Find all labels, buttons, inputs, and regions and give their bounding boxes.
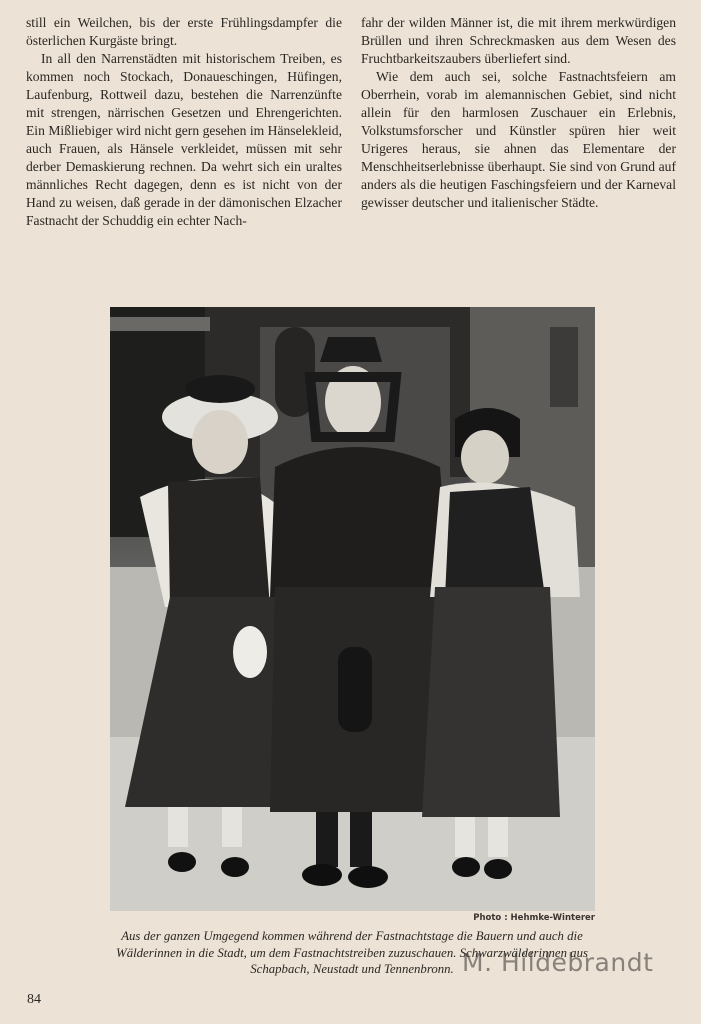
photograph-three-girls-in-traditional-costume (110, 307, 595, 911)
photo-caption: Aus der ganzen Umgegend kommen während der Fastnachtstage die Bauern und auch die Wälderinnen in die Stadt, um dem Fastnachtstreiben zuzuschauen. Schwarzwälderinnen aus Schapbach, Neustadt und Tennenbronn. (116, 929, 588, 976)
photo-illustration (110, 307, 595, 911)
page-number: 84 (27, 992, 41, 1007)
right-paragraph-2: Wie dem auch sei, solche Fastnachtsfeiern am Oberrhein, vorab im alemannischen Gebiet, sind nicht allein für den harmlosen Zuschauer ein Erlebnis, Volkstumsforscher und Künstler spüren hier weit Urigeres heraus, sie ahnen das Elementare der Menschheitserlebnisse überhaupt. Sie sind von Grund auf anders als die heutigen Faschingsfeiern und der Karneval gewisser deutscher und italienischer Städte. (361, 69, 676, 210)
left-text-column (26, 14, 342, 230)
photo-credit: Photo : Hehmke-Winterer (473, 913, 595, 923)
right-paragraph-1: fahr der wilden Männer ist, die mit ihrem merkwürdigen Brüllen und ihren Schreckmasken aus dem Wesen des Fruchtbarkeitszaubers überliefert sind. (361, 15, 676, 66)
left-paragraph-2: In all den Narrenstädten mit historischem Treiben, es kommen noch Stockach, Donaueschingen, Hüfingen, Laufenburg, Rottweil dazu, bestehen die Narrenzünfte mit strengen, närrischen Gesetzen und Ehrengerichten. Ein Mißliebiger wird nicht gern gesehen im Hänselekleid, auch Frauen, als Hänsele verkleidet, müssen mit sehr derber Demaskierung rechnen. Da wehrt sich ein uraltes männliches Recht dagegen, denn es ist nicht von der Hand zu weisen, daß gerade in der dämonischen Elzacher Fastnacht der Schuddig ein echter Nach- (26, 51, 342, 228)
watermark: M. Hildebrandt (462, 948, 654, 977)
left-paragraph-1: still ein Weilchen, bis der erste Frühlingsdampfer die österlichen Kurgäste bringt. (26, 15, 342, 48)
right-text-column (361, 14, 676, 212)
